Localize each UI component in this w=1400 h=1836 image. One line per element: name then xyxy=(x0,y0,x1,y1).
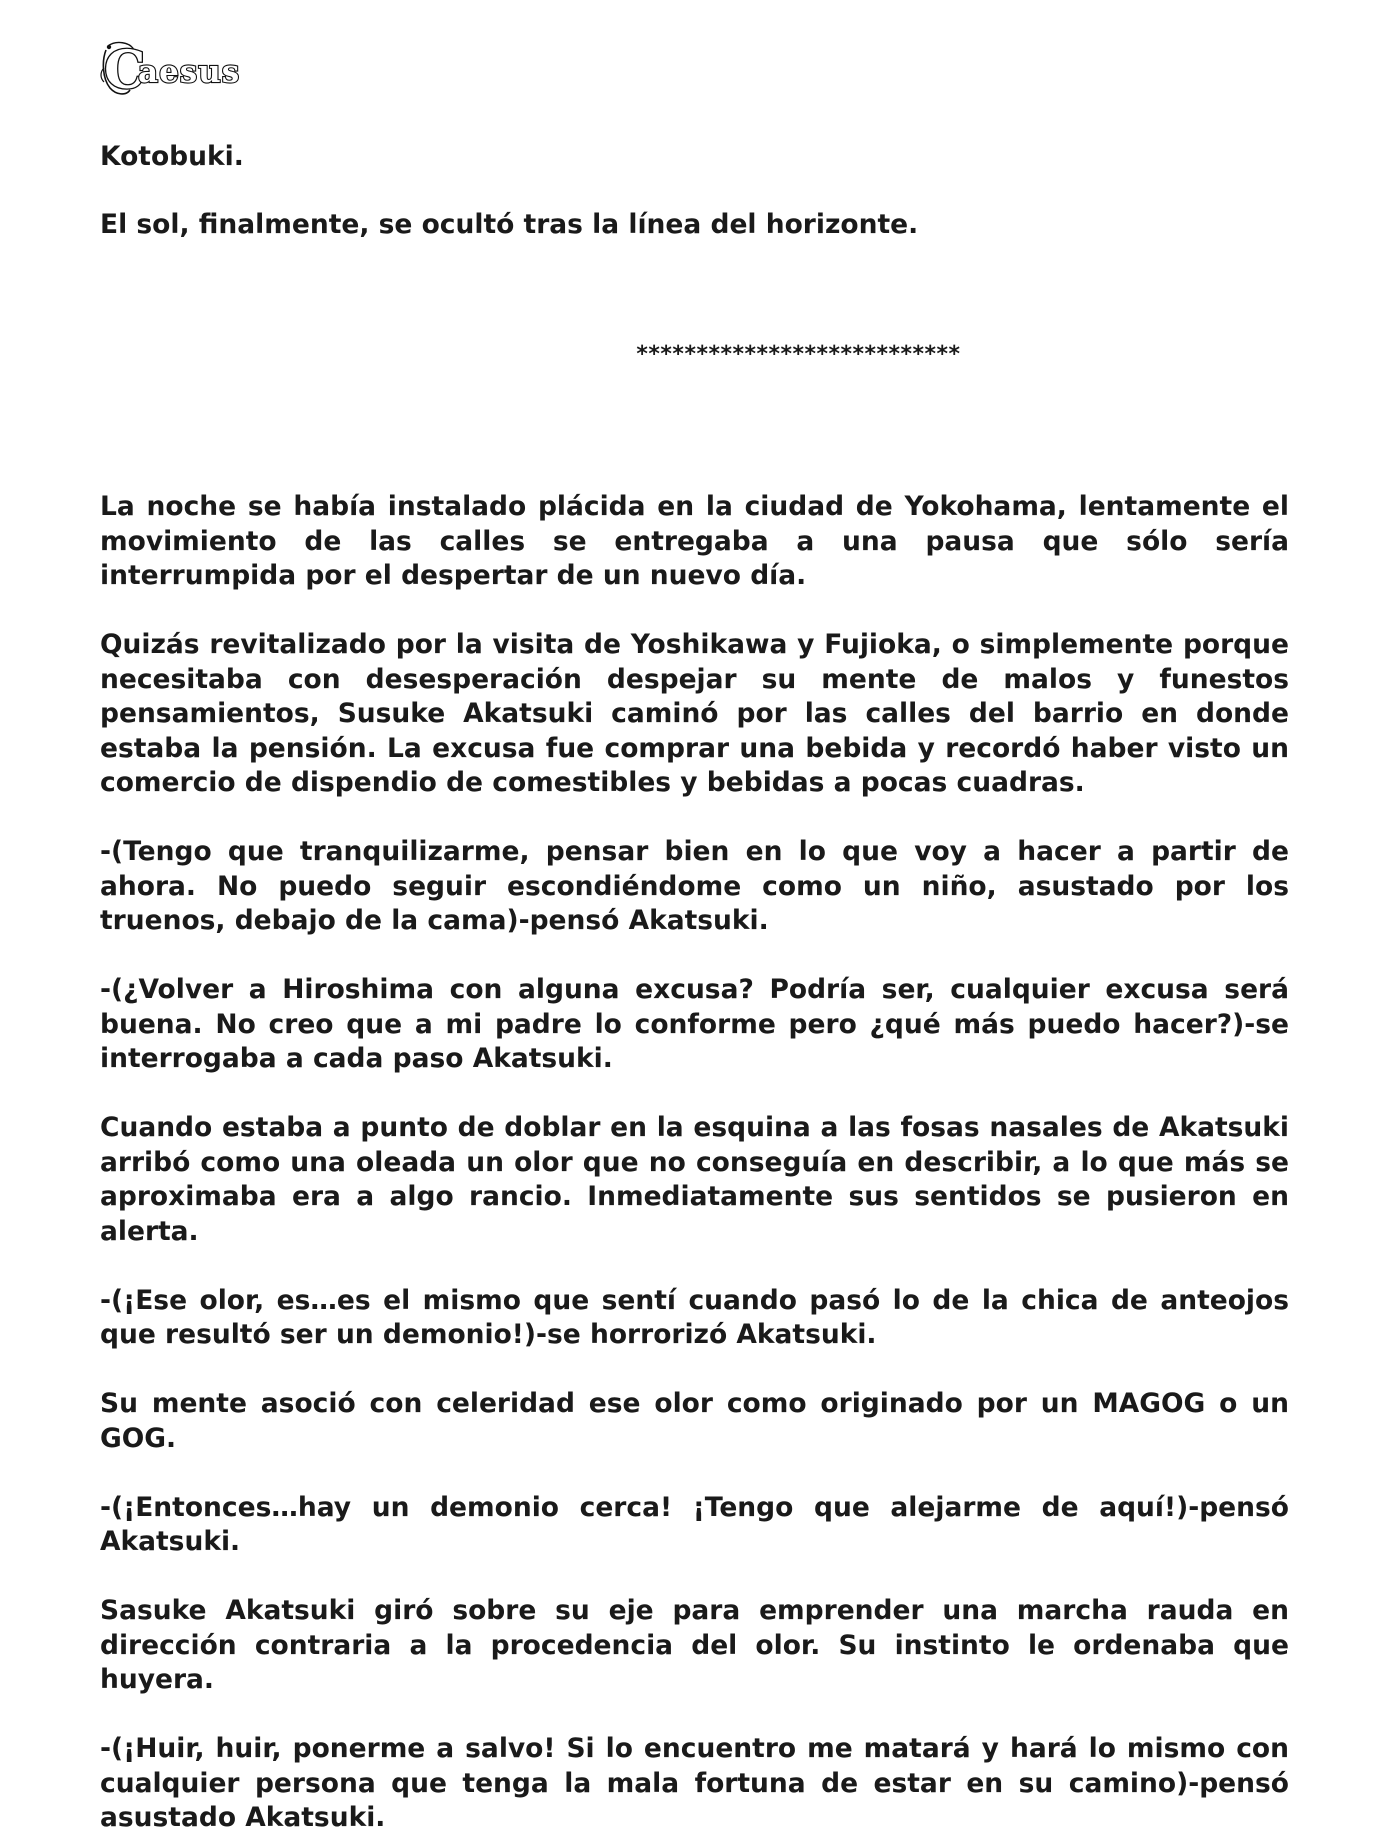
paragraph: Sasuke Akatsuki giró sobre su eje para emprender una marcha rauda en dirección contraria a la procedencia del olor. Su instinto le ordenaba que huyera. xyxy=(100,1595,1289,1695)
paragraph: La noche se había instalado plácida en la ciudad de Yokohama, lentamente el movimiento de las calles se entregaba a una pausa que sólo sería interrumpida por el despertar de un nuevo día. xyxy=(100,491,1289,591)
paragraph: -(¡Entonces…hay un demonio cerca! ¡Tengo que alejarme de aquí!)-pensó Akatsuki. xyxy=(100,1491,1289,1557)
document-body xyxy=(100,140,1289,1836)
svg-text:aesus: aesus xyxy=(138,54,241,90)
intro-line: El sol, finalmente, se ocultó tras la línea del horizonte. xyxy=(100,208,919,240)
caesus-logo xyxy=(100,38,265,100)
section-heading: Kotobuki. xyxy=(100,141,244,172)
paragraph: Su mente asoció con celeridad ese olor como originado por un MAGOG o un GOG. xyxy=(100,1388,1289,1454)
paragraph: -(¿Volver a Hiroshima con alguna excusa? Podría ser, cualquier excusa será buena. No creo que a mi padre lo conforme pero ¿qué más puedo hacer?)-se interrogaba a cada paso Akatsuki. xyxy=(100,974,1289,1074)
paragraph: -(Tengo que tranquilizarme, pensar bien en lo que voy a hacer a partir de ahora. No puedo seguir escondiéndome como un niño, asustado por los truenos, debajo de la cama)-pensó Akatsuki. xyxy=(100,836,1289,936)
svg-text:C: C xyxy=(104,40,146,100)
paragraph: -(¡Huir, huir, ponerme a salvo! Si lo encuentro me matará y hará lo mismo con cualquier persona que tenga la mala fortuna de estar en su camino)-pensó asustado Akatsuki. xyxy=(100,1733,1289,1833)
paragraph: Cuando estaba a punto de doblar en la esquina a las fosas nasales de Akatsuki arribó como una oleada un olor que no conseguía en describir, a lo que más se aproximaba era a algo rancio. Inmediatamente sus sentidos se pusieron en alerta. xyxy=(100,1112,1289,1247)
scene-separator: *************************** xyxy=(636,342,961,367)
paragraph: Quizás revitalizado por la visita de Yoshikawa y Fujioka, o simplemente porque necesitaba con desesperación despejar su mente de malos y funestos pensamientos, Susuke Akatsuki caminó por las calles del barrio en donde estaba la pensión. La excusa fue comprar una bebida y recordó haber visto un comercio de dispendio de comestibles y bebidas a pocas cuadras. xyxy=(100,629,1289,798)
paragraph: -(¡Ese olor, es…es el mismo que sentí cuando pasó lo de la chica de anteojos que resultó ser un demonio!)-se horrorizó Akatsuki. xyxy=(100,1284,1289,1350)
